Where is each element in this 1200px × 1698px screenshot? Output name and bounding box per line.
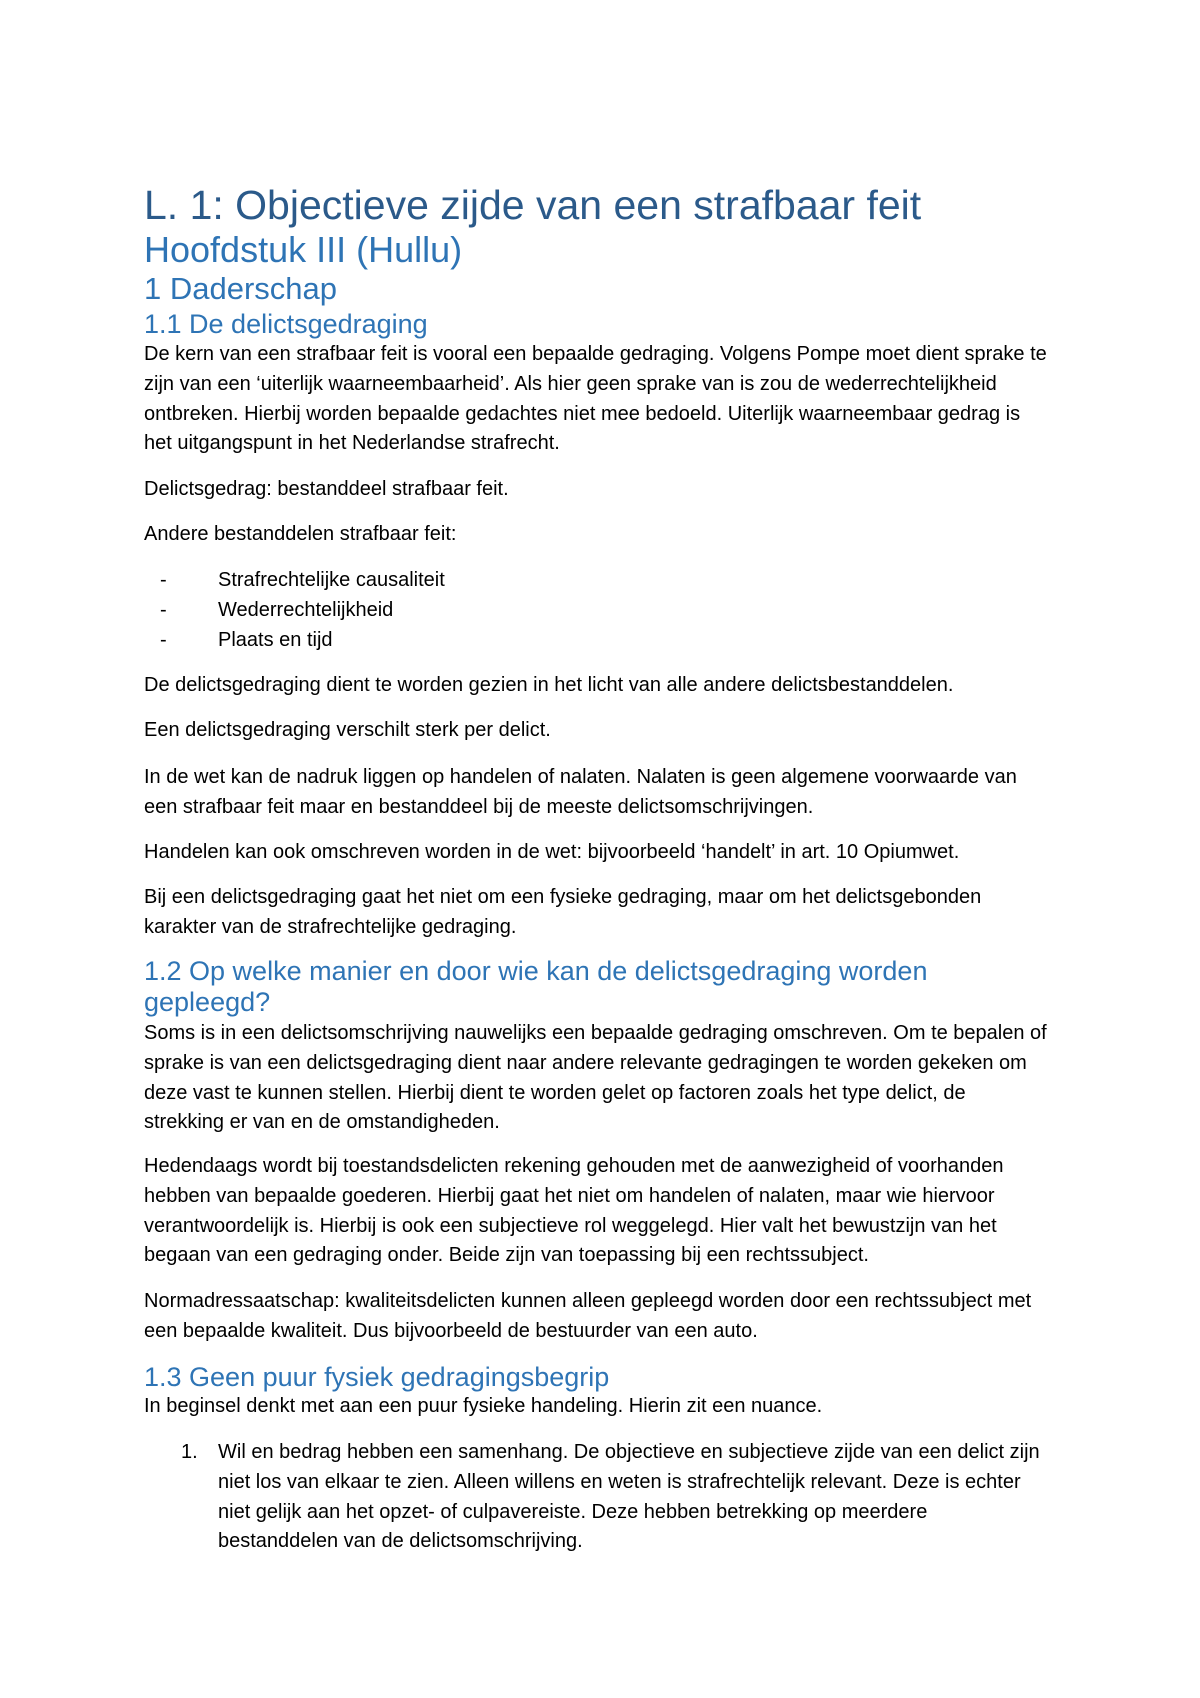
paragraph-line: hebben van bepaalde goederen. Hierbij gaat het niet om handelen of nalaten, maar wie hiervoor — [144, 1184, 995, 1207]
chapter-heading: Hoofdstuk III (Hullu) — [144, 229, 463, 270]
paragraph-line: het uitgangspunt in het Nederlandse strafrecht. — [144, 432, 560, 455]
subsection-heading-1-2 — [144, 956, 927, 1017]
list-item — [144, 566, 445, 596]
bullet-list — [144, 566, 445, 655]
list-item — [144, 626, 445, 656]
paragraph — [144, 763, 1017, 823]
paragraph-line: strekking er van en de omstandigheden. — [144, 1111, 500, 1134]
paragraph-line: deze vast te kunnen stellen. Hierbij dient te worden gelet op factoren zoals het type delict, de — [144, 1081, 966, 1104]
list-marker: - — [160, 598, 167, 621]
paragraph-line: Normadressaatschap: kwaliteitsdelicten kunnen alleen gepleegd worden door een rechtssubject met — [144, 1290, 1032, 1312]
list-marker: - — [160, 628, 167, 651]
paragraph-line: verantwoordelijk is. Hierbij is ook een subjectieve rol weggelegd. Hier valt het bewustzijn van het — [144, 1214, 997, 1237]
list-marker: - — [160, 569, 167, 591]
paragraph-line: Soms is in een delictsomschrijving nauwelijks een bepaalde gedraging omschreven. Om te bepalen of — [144, 1022, 1047, 1044]
subsection-heading-1-3: 1.3 Geen puur fysiek gedragingsbegrip — [144, 1362, 610, 1392]
paragraph: Delictsgedrag: bestanddeel strafbaar feit. — [144, 478, 509, 500]
heading-line: gepleegd? — [144, 986, 271, 1017]
heading-line: 1.2 Op welke manier en door wie kan de delictsgedraging worden — [144, 956, 928, 986]
document-title: L. 1: Objectieve zijde van een strafbaar feit — [144, 182, 922, 228]
list-item — [144, 596, 445, 626]
list-item-line: niet los van elkaar te zien. Alleen willens en weten is strafrechtelijk relevant. Deze is echter — [218, 1470, 1021, 1493]
list-item-text: Wederrechtelijkheid — [218, 598, 394, 621]
list-number: 1. — [181, 1441, 198, 1463]
paragraph — [144, 1019, 1047, 1138]
list-item-line: bestanddelen van de delictsomschrijving. — [218, 1530, 583, 1553]
paragraph — [144, 1287, 1031, 1347]
list-item-text: Plaats en tijd — [218, 628, 333, 651]
paragraph-line: In de wet kan de nadruk liggen op handelen of nalaten. Nalaten is geen algemene voorwaarde van — [144, 766, 1017, 788]
paragraph-line: zijn van een ‘uiterlijk waarneembaarheid’. Als hier geen sprake van is zou de wederrechtelijkheid — [144, 372, 997, 395]
paragraph-line: ontbreken. Hierbij worden bepaalde gedachtes niet mee bedoeld. Uiterlijk waarneembaar gedrag is — [144, 402, 1021, 425]
paragraph-line: Bij een delictsgedraging gaat het niet om een fysieke gedraging, maar om het delictsgebonden — [144, 886, 982, 908]
list-item-line: niet gelijk aan het opzet- of culpavereiste. Deze hebben betrekking op meerdere — [218, 1500, 928, 1523]
paragraph: De delictsgedraging dient te worden gezien in het licht van alle andere delictsbestanddelen. — [144, 674, 954, 696]
list-item-text: Strafrechtelijke causaliteit — [218, 569, 445, 591]
section-heading-daderschap: 1 Daderschap — [144, 271, 338, 306]
paragraph: In beginsel denkt met aan een puur fysieke handeling. Hierin zit een nuance. — [144, 1395, 823, 1417]
paragraph-line: Hedendaags wordt bij toestandsdelicten rekening gehouden met de aanwezigheid of voorhanden — [144, 1155, 1004, 1177]
paragraph-line: een bepaalde kwaliteit. Dus bijvoorbeeld de bestuurder van een auto. — [144, 1319, 758, 1342]
paragraph-line: karakter van de strafrechtelijke gedraging. — [144, 915, 517, 938]
paragraph — [144, 1152, 1004, 1271]
paragraph-line: begaan van een gedraging onder. Beide zijn van toepassing bij een rechtssubject. — [144, 1244, 869, 1267]
paragraph: Een delictsgedraging verschilt sterk per delict. — [144, 719, 551, 741]
paragraph: Handelen kan ook omschreven worden in de wet: bijvoorbeeld ‘handelt’ in art. 10 Opiumwet. — [144, 841, 960, 863]
paragraph — [144, 883, 981, 943]
numbered-list-item — [144, 1438, 1040, 1557]
subsection-heading-1-1: 1.1 De delictsgedraging — [144, 309, 428, 339]
paragraph-line: sprake is van een delictsgedraging dient naar andere relevante gedragingen te worden gekeken om — [144, 1051, 1027, 1074]
paragraph — [144, 340, 1047, 459]
numbered-list — [144, 1438, 1040, 1557]
paragraph: Andere bestanddelen strafbaar feit: — [144, 523, 457, 545]
list-item-line: Wil en bedrag hebben een samenhang. De objectieve en subjectieve zijde van een delict zijn — [218, 1441, 1040, 1463]
paragraph-line: een strafbaar feit maar en bestanddeel bij de meeste delictsomschrijvingen. — [144, 795, 814, 818]
paragraph-line: De kern van een strafbaar feit is vooral een bepaalde gedraging. Volgens Pompe moet dient sprake te — [144, 343, 1047, 365]
